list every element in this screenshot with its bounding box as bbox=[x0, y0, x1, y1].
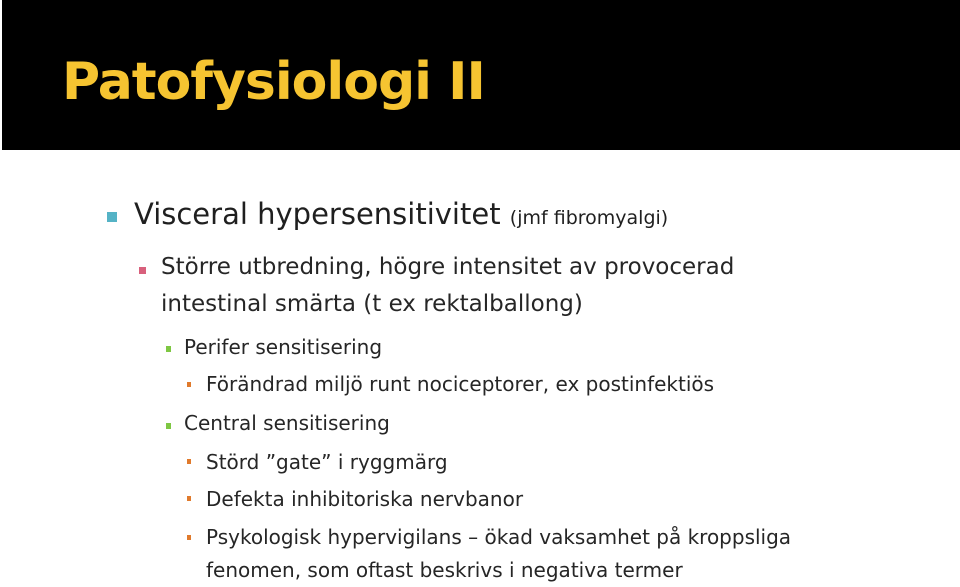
bullet-perifer-sensitisering: Perifer sensitisering bbox=[184, 335, 383, 359]
bullet-note: (jmf fibromyalgi) bbox=[509, 207, 669, 229]
bullet-psykologisk-line1: Psykologisk hypervigilans – ökad vaksamhet på kroppsliga bbox=[206, 525, 792, 549]
bullet-central-sensitisering: Central sensitisering bbox=[184, 411, 390, 435]
square-bullet-icon bbox=[187, 535, 191, 540]
slide-title: Patofysiologi II bbox=[62, 52, 485, 112]
square-bullet-icon bbox=[187, 459, 191, 464]
square-bullet-icon bbox=[187, 382, 191, 387]
bullet-text: Visceral hypersensitivitet bbox=[134, 197, 501, 231]
square-bullet-icon bbox=[187, 496, 191, 501]
bullet-visceral-hypersensitivitet bbox=[134, 197, 668, 231]
bullet-stord-gate: Störd ”gate” i ryggmärg bbox=[206, 450, 448, 474]
bullet-defekta-inhibitoriska: Defekta inhibitoriska nervbanor bbox=[206, 487, 524, 511]
square-bullet-icon bbox=[166, 346, 171, 352]
square-bullet-icon bbox=[107, 212, 117, 222]
square-bullet-icon bbox=[139, 267, 146, 274]
bullet-storre-utbredning-line2: intestinal smärta (t ex rektalballong) bbox=[161, 291, 583, 317]
bullet-forandrad-miljo: Förändrad miljö runt nociceptorer, ex postinfektiös bbox=[206, 372, 715, 396]
bullet-psykologisk-line2: fenomen, som oftast beskrivs i negativa termer bbox=[206, 558, 683, 582]
bullet-storre-utbredning-line1: Större utbredning, högre intensitet av provocerad bbox=[161, 254, 735, 280]
square-bullet-icon bbox=[166, 423, 171, 429]
